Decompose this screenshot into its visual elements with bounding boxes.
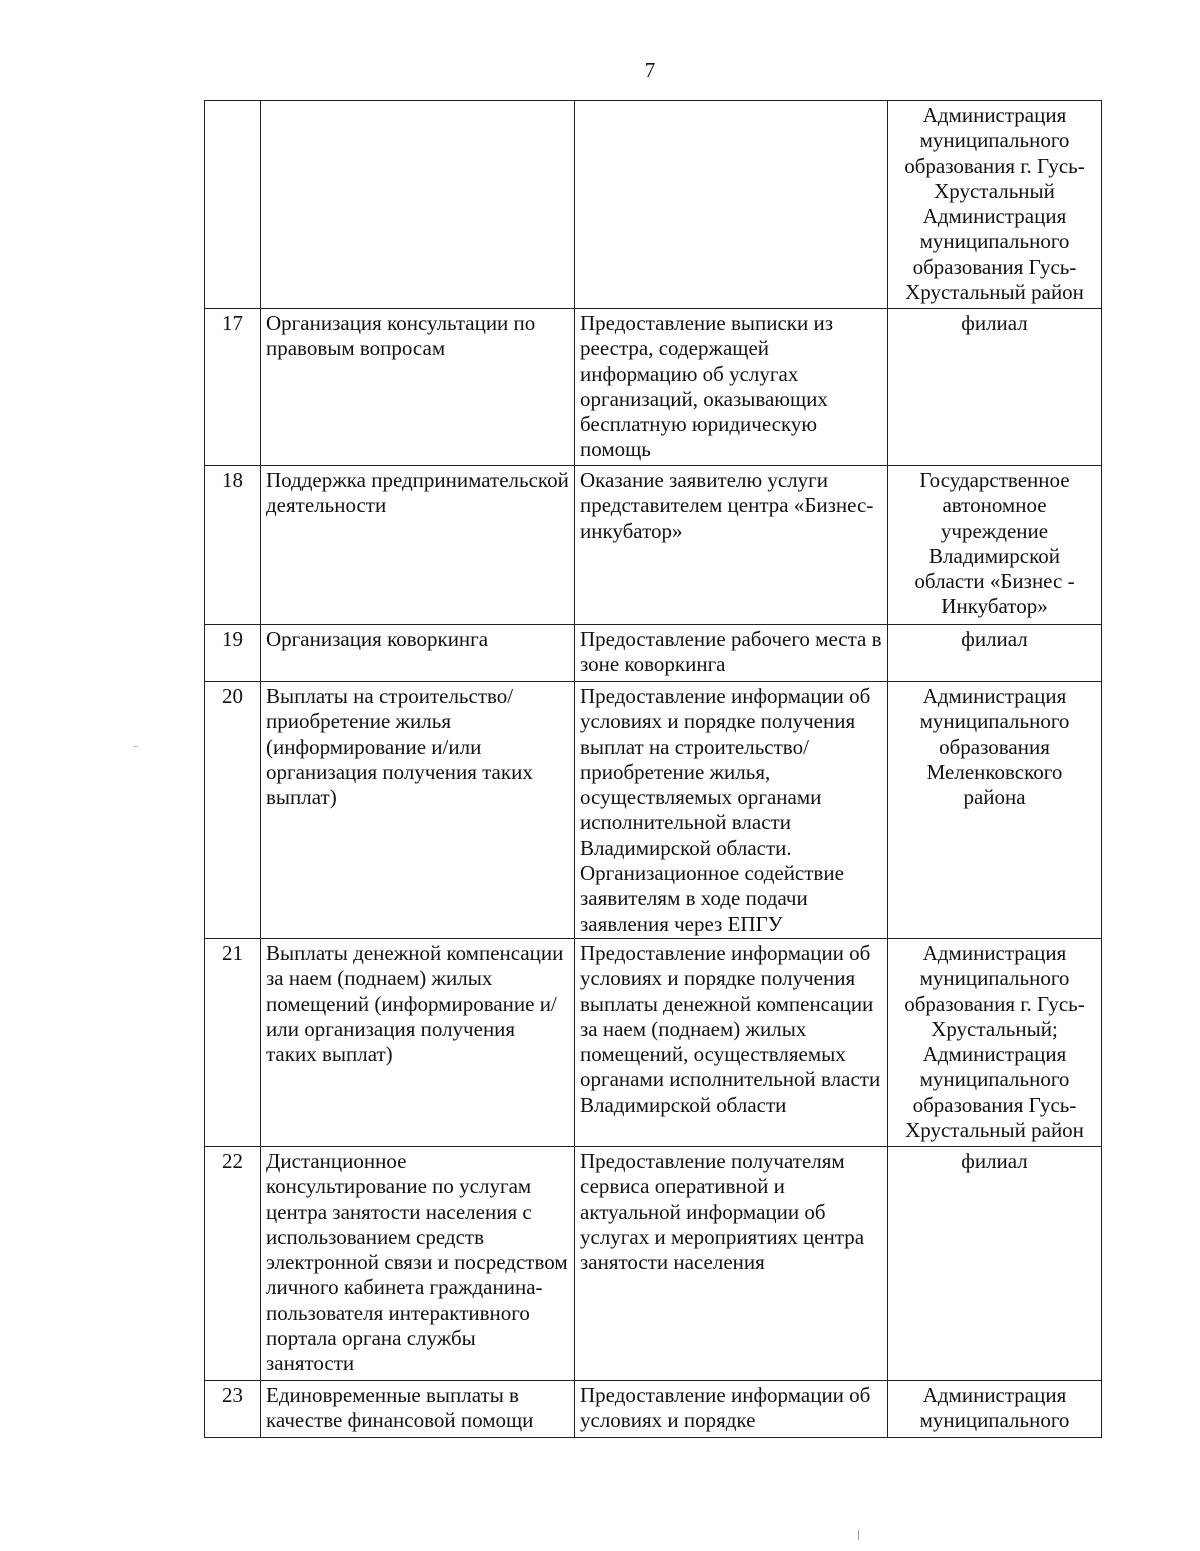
scan-artifact bbox=[133, 746, 138, 747]
service-description-cell: Предоставление информации об условиях и порядке получения выплаты денежной компенсации за наем (поднаем) жилых помещений, осуществляемых органами исполнительной власти Владимирской области bbox=[575, 939, 888, 1147]
service-name-cell: Поддержка предпринимательской деятельности bbox=[261, 466, 575, 625]
service-description-cell: Оказание заявителю услуги представителем центра «Бизнес-инкубатор» bbox=[575, 466, 888, 625]
organization-cell: филиал bbox=[888, 1147, 1102, 1381]
table-row bbox=[205, 466, 1102, 625]
scan-artifact bbox=[858, 1530, 859, 1540]
organization-cell: Администрация муниципального образования г. Гусь-Хрустальный; Администрация муниципального образования Гусь-Хрустальный район bbox=[888, 939, 1102, 1147]
row-number-cell: 17 bbox=[205, 309, 261, 466]
table-row bbox=[205, 1381, 1102, 1438]
organization-cell: Администрация муниципального образования г. Гусь-Хрустальный Администрация муниципального образования Гусь-Хрустальный район bbox=[888, 101, 1102, 309]
row-number-cell: 19 bbox=[205, 625, 261, 682]
organization-cell: Государственное автономное учреждение Владимирской области «Бизнес - Инкубатор» bbox=[888, 466, 1102, 625]
row-number-cell: 23 bbox=[205, 1381, 261, 1438]
service-name-cell: Единовременные выплаты в качестве финансовой помощи bbox=[261, 1381, 575, 1438]
service-name-cell: Организация консультации по правовым вопросам bbox=[261, 309, 575, 466]
service-name-cell: Дистанционное консультирование по услугам центра занятости населения с использованием средств электронной связи и посредством личного кабинета гражданина-пользователя интерактивного портала органа службы занятости bbox=[261, 1147, 575, 1381]
page-number: 7 bbox=[644, 58, 656, 82]
service-name-cell bbox=[261, 101, 575, 309]
table-row bbox=[205, 625, 1102, 682]
service-description-cell: Предоставление выписки из реестра, содержащей информацию об услугах организаций, оказывающих бесплатную юридическую помощь bbox=[575, 309, 888, 466]
service-description-cell: Предоставление получателям сервиса оперативной и актуальной информации об услугах и мероприятиях центра занятости населения bbox=[575, 1147, 888, 1381]
service-description-cell bbox=[575, 101, 888, 309]
row-number-cell: 20 bbox=[205, 682, 261, 939]
table-row bbox=[205, 939, 1102, 1147]
service-name-cell: Выплаты денежной компенсации за наем (поднаем) жилых помещений (информирование и/или организация получения таких выплат) bbox=[261, 939, 575, 1147]
table-row bbox=[205, 101, 1102, 309]
service-description-cell: Предоставление информации об условиях и порядке получения выплат на строительство/приобретение жилья, осуществляемых органами исполнительной власти Владимирской области. Организационное содействие заявителям в ходе подачи заявления через ЕПГУ bbox=[575, 682, 888, 939]
row-number-cell: 22 bbox=[205, 1147, 261, 1381]
service-name-cell: Организация коворкинга bbox=[261, 625, 575, 682]
row-number-cell bbox=[205, 101, 261, 309]
organization-cell: Администрация муниципального bbox=[888, 1381, 1102, 1438]
service-description-cell: Предоставление рабочего места в зоне коворкинга bbox=[575, 625, 888, 682]
table-row bbox=[205, 309, 1102, 466]
row-number-cell: 18 bbox=[205, 466, 261, 625]
table-row bbox=[205, 682, 1102, 939]
services-table bbox=[204, 100, 1102, 1438]
service-description-cell: Предоставление информации об условиях и порядке bbox=[575, 1381, 888, 1438]
organization-cell: филиал bbox=[888, 625, 1102, 682]
organization-cell: Администрация муниципального образования Меленковского района bbox=[888, 682, 1102, 939]
organization-cell: филиал bbox=[888, 309, 1102, 466]
table-row bbox=[205, 1147, 1102, 1381]
row-number-cell: 21 bbox=[205, 939, 261, 1147]
service-name-cell: Выплаты на строительство/приобретение жилья (информирование и/или организация получения таких выплат) bbox=[261, 682, 575, 939]
